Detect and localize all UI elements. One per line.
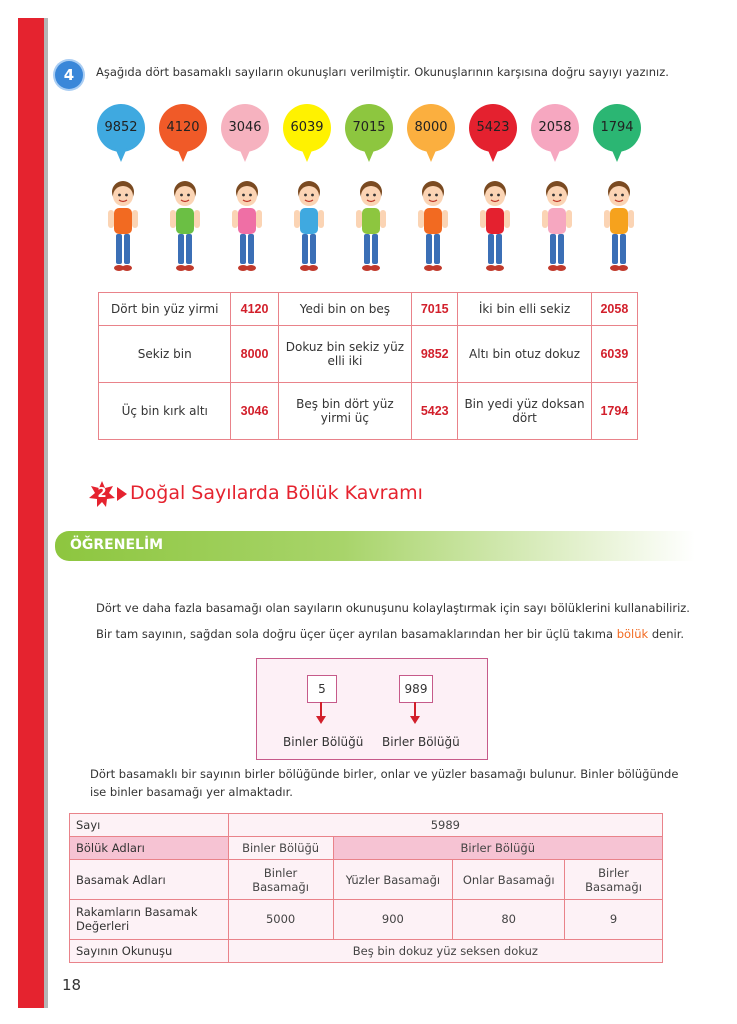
speech-bubble	[345, 104, 393, 152]
bubble-item	[159, 104, 209, 274]
basamak-cell: Binler Basamağı	[228, 860, 333, 900]
reading-cell: Bin yedi yüz doksan dört	[458, 382, 591, 439]
child-figure-icon	[167, 178, 203, 274]
number-value: 5989	[228, 814, 662, 837]
learn-label: ÖĞRENELİM	[70, 537, 164, 553]
speech-bubble	[283, 104, 331, 152]
arrow-down-icon	[316, 716, 326, 724]
bubble-number: 9852	[104, 120, 138, 135]
bubble-number: 3046	[228, 120, 262, 135]
binler-value-box: 5	[307, 675, 337, 703]
reading-cell: İki bin elli sekiz	[458, 293, 591, 326]
bolluk-diagram	[256, 658, 488, 760]
bubble-item	[97, 104, 147, 274]
birler-value-box: 989	[399, 675, 433, 703]
question-number: 4	[55, 61, 83, 89]
bubble-item	[221, 104, 271, 274]
speech-bubble	[221, 104, 269, 152]
basamak-cell: Yüzler Basamağı	[333, 860, 453, 900]
speech-bubble	[593, 104, 641, 152]
table-row	[70, 939, 663, 962]
table-row	[70, 837, 663, 860]
answer-cell: 2058	[591, 293, 637, 326]
speech-bubble	[407, 104, 455, 152]
bubble-item	[407, 104, 457, 274]
speech-bubble	[97, 104, 145, 152]
page-number: 18	[62, 976, 82, 994]
speech-bubble	[469, 104, 517, 152]
reading-cell: Beş bin dört yüz yirmi üç	[278, 382, 411, 439]
table-row	[99, 325, 638, 382]
bubble-item	[283, 104, 333, 274]
answer-cell: 3046	[231, 382, 278, 439]
paragraph-1: Dört ve daha fazla basamağı olan sayıların okunuşunu kolaylaştırmak için sayı bölüklerini kullanabiliriz.	[96, 601, 690, 615]
table-row	[99, 382, 638, 439]
side-bar	[18, 18, 44, 1008]
deger-cell: 9	[565, 900, 663, 940]
bubble-number: 4120	[166, 120, 200, 135]
answer-cell: 8000	[231, 325, 278, 382]
reading-cell: Üç bin kırk altı	[99, 382, 231, 439]
row-label: Basamak Adları	[70, 860, 229, 900]
bubble-item	[531, 104, 581, 274]
paragraph-2	[96, 627, 684, 641]
bubble-number: 2058	[538, 120, 572, 135]
reading-cell: Altı bin otuz dokuz	[458, 325, 591, 382]
paragraph-3-line-2: ise binler basamağı yer almaktadır.	[90, 785, 293, 799]
bubble-item	[469, 104, 519, 274]
arrow-line	[320, 702, 322, 717]
child-figure-icon	[601, 178, 637, 274]
child-figure-icon	[539, 178, 575, 274]
answer-cell: 1794	[591, 382, 637, 439]
triangle-arrow-icon	[117, 487, 127, 501]
reading-cell: Dokuz bin sekiz yüz elli iki	[278, 325, 411, 382]
paragraph-3-line-1: Dört basamaklı bir sayının birler bölüğünde birler, onlar ve yüzler basamağı bulunur. Binler bölüğünde	[90, 767, 679, 781]
bubble-number: 7015	[352, 120, 386, 135]
binler-bolugu-cell: Binler Bölüğü	[228, 837, 333, 860]
bubbles-row	[97, 104, 657, 274]
info-table	[69, 813, 663, 963]
row-label: Bölük Adları	[70, 837, 229, 860]
reading-cell: Yedi bin on beş	[278, 293, 411, 326]
basamak-cell: Birler Basamağı	[565, 860, 663, 900]
question-text: Aşağıda dört basamaklı sayıların okunuşları verilmiştir. Okunuşlarının karşısına doğru sayıyı yazınız.	[96, 65, 669, 79]
child-figure-icon	[229, 178, 265, 274]
table-row	[70, 814, 663, 837]
highlight-term: bölük	[616, 627, 649, 641]
binler-label: Binler Bölüğü	[283, 735, 364, 749]
reading-value: Beş bin dokuz yüz seksen dokuz	[228, 939, 662, 962]
bubble-number: 6039	[290, 120, 324, 135]
row-label: Sayı	[70, 814, 229, 837]
table-row	[70, 900, 663, 940]
deger-cell: 5000	[228, 900, 333, 940]
bubble-number: 1794	[600, 120, 634, 135]
child-figure-icon	[291, 178, 327, 274]
table-row	[70, 860, 663, 900]
arrow-down-icon	[410, 716, 420, 724]
bubble-item	[593, 104, 643, 274]
child-figure-icon	[105, 178, 141, 274]
paragraph-2-before: Bir tam sayının, sağdan sola doğru üçer üçer ayrılan basamaklarından her bir üçlü takıma	[96, 627, 617, 641]
child-figure-icon	[415, 178, 451, 274]
section-title: Doğal Sayılarda Bölük Kavramı	[130, 482, 423, 504]
bubble-number: 5423	[476, 120, 510, 135]
deger-cell: 900	[333, 900, 453, 940]
answer-table	[98, 292, 638, 440]
speech-bubble	[531, 104, 579, 152]
deger-cell: 80	[453, 900, 565, 940]
section-number: 2	[97, 486, 107, 501]
row-label: Sayının Okunuşu	[70, 939, 229, 962]
answer-cell: 7015	[412, 293, 458, 326]
arrow-line	[414, 702, 416, 717]
child-figure-icon	[353, 178, 389, 274]
child-figure-icon	[477, 178, 513, 274]
table-row	[99, 293, 638, 326]
basamak-cell: Onlar Basamağı	[453, 860, 565, 900]
paragraph-2-after: denir.	[648, 627, 685, 641]
side-bar-shadow	[44, 18, 48, 1008]
bubble-number: 8000	[414, 120, 448, 135]
answer-cell: 9852	[412, 325, 458, 382]
reading-cell: Dört bin yüz yirmi	[99, 293, 231, 326]
speech-bubble	[159, 104, 207, 152]
answer-cell: 6039	[591, 325, 637, 382]
bubble-item	[345, 104, 395, 274]
reading-cell: Sekiz bin	[99, 325, 231, 382]
birler-label: Birler Bölüğü	[382, 735, 460, 749]
answer-cell: 5423	[412, 382, 458, 439]
birler-bolugu-cell: Birler Bölüğü	[333, 837, 663, 860]
answer-cell: 4120	[231, 293, 278, 326]
row-label: Rakamların Basamak Değerleri	[70, 900, 229, 940]
